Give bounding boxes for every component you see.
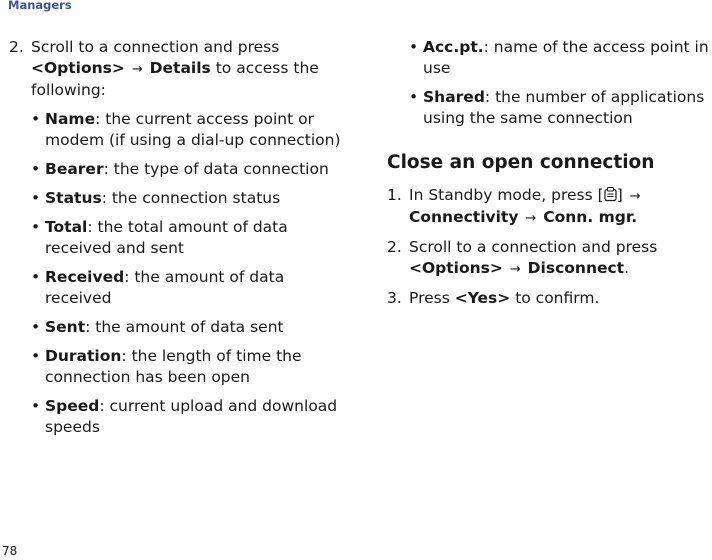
arrow-icon: → [629,189,641,204]
term: Duration [45,347,122,365]
details-label: Details [149,59,211,77]
bullet-icon: • [31,397,41,415]
bullet-icon: • [31,160,41,178]
step-number: 3. [387,289,402,307]
arrow-icon: → [509,262,521,277]
step-1 [387,185,712,229]
list-item-speed [31,396,341,438]
term: Acc.pt. [423,38,484,56]
list-item-status [31,188,341,209]
options-label: <Options> [31,59,125,77]
term: Sent [45,318,86,336]
term: Name [45,110,96,128]
arrow-icon: → [131,62,143,77]
step-text-after: to confirm. [515,289,600,307]
step-text: In Standby mode, press [ [409,186,604,204]
step-text-after: to access the following: [31,59,319,99]
term: Speed [45,397,100,415]
term: Status [45,189,102,207]
term: Shared [423,88,485,106]
section-header: Managers [8,0,72,12]
step-text-after: ] [616,186,623,204]
list-item-shared [409,87,712,129]
left-column [9,37,341,446]
bullet-icon: • [31,218,41,236]
list-item-bearer [31,159,341,180]
list-item-duration [31,346,341,388]
bullet-icon: • [31,347,41,365]
arrow-icon: → [525,211,537,226]
options-label: <Options> [409,259,503,277]
page-number: 78 [2,544,18,558]
description: : the total amount of data received and sent [45,218,288,257]
list-item-name [31,109,341,151]
step-number: 2. [9,38,24,56]
step-2-details [9,37,341,101]
step-number: 1. [387,186,402,204]
connectivity-label: Connectivity [409,208,519,226]
step-text: Scroll to a connection and press [31,38,280,56]
conn-mgr-label: Conn. mgr. [543,208,638,226]
step-number: 2. [387,238,402,256]
description: : the connection status [101,189,281,207]
list-item-received [31,267,341,309]
right-column [387,37,712,317]
step-end: . [624,259,630,277]
description: : name of the access point in use [423,38,709,77]
step-2-disconnect [387,237,712,280]
description: : the current access point or modem (if using a dial-up connection) [45,110,341,149]
description: : the length of time the connection has been open [45,347,302,386]
bullet-icon: • [31,268,41,286]
bullet-icon: • [31,318,41,336]
description: : the amount of data sent [85,318,284,336]
description: : the number of applications using the same connection [423,88,705,127]
term: Bearer [45,160,104,178]
list-item-sent [31,317,341,338]
yes-label: <Yes> [454,289,511,307]
menu-key-icon [604,187,617,202]
step-text: Scroll to a connection and press [409,238,658,256]
term: Total [45,218,88,236]
section-title: Close an open connection [387,152,655,173]
description: : the type of data connection [103,160,329,178]
description: : the amount of data received [45,268,285,307]
list-item-total [31,217,341,259]
list-item-acc-pt [409,37,712,79]
term: Received [45,268,125,286]
description: : current upload and download speeds [45,397,338,436]
bullet-icon: • [31,110,41,128]
step-text: Press [409,289,450,307]
bullet-icon: • [409,38,419,56]
bullet-icon: • [409,88,419,106]
disconnect-label: Disconnect [527,259,625,277]
bullet-icon: • [31,189,41,207]
step-3-confirm [387,288,712,309]
